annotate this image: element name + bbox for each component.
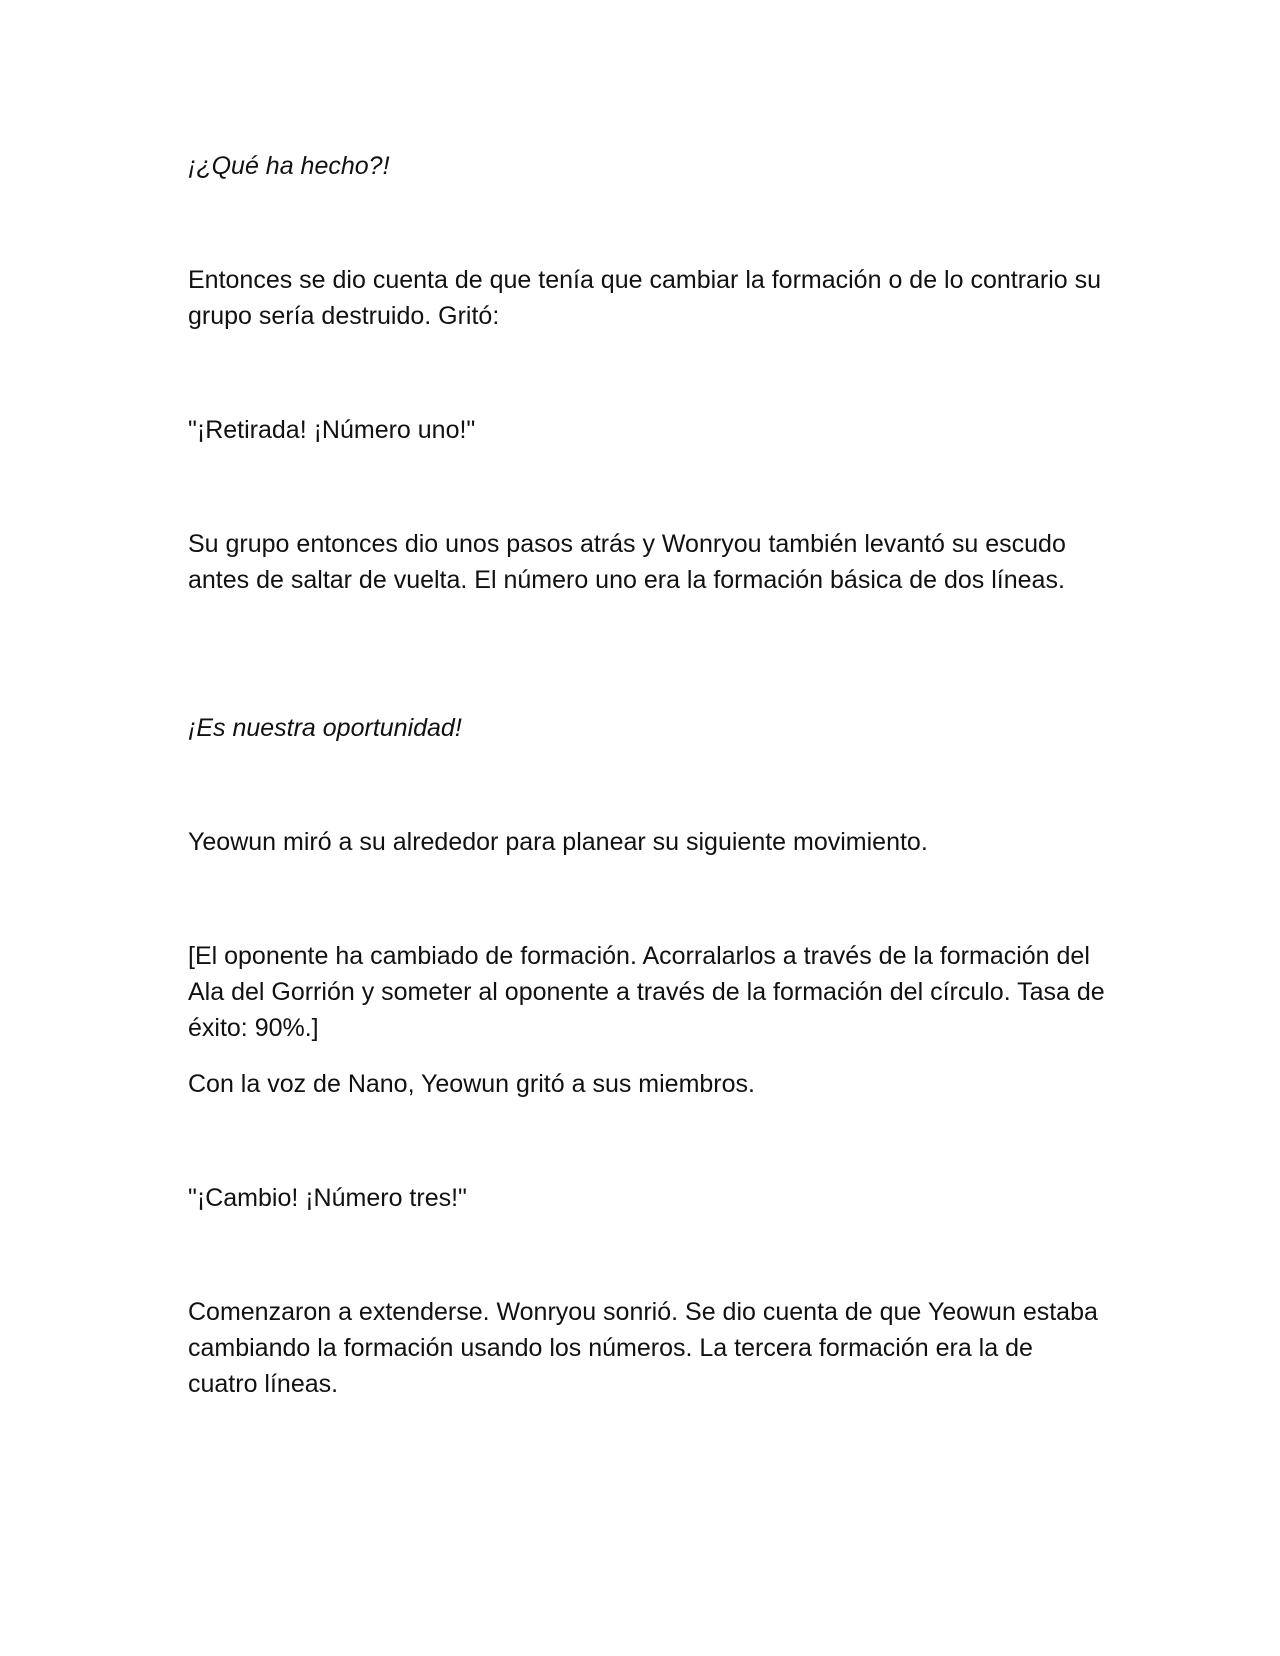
paragraph-thought-what-has-he-done: ¡¿Qué ha hecho?! <box>188 152 390 180</box>
paragraph-dialogue-retreat: "¡Retirada! ¡Número uno!" <box>188 416 476 444</box>
paragraph-group-steps-back: Su grupo entonces dio unos pasos atrás y Wonryou también levantó su escudo antes de saltar de vuelta. El número uno era la formación básica de dos líneas. <box>188 530 1066 594</box>
paragraph-dialogue-change: "¡Cambio! ¡Número tres!" <box>188 1184 467 1212</box>
paragraph-spread-out: Comenzaron a extenderse. Wonryou sonrió. Se dio cuenta de que Yeowun estaba cambiando la formación usando los números. La tercera formación era la de cuatro líneas. <box>188 1298 1098 1398</box>
paragraph-nano-voice: Con la voz de Nano, Yeowun gritó a sus miembros. <box>188 1070 755 1098</box>
paragraph-yeowun-looks-around: Yeowun miró a su alrededor para planear su siguiente movimiento. <box>188 828 928 856</box>
paragraph-realization: Entonces se dio cuenta de que tenía que cambiar la formación o de lo contrario su grupo sería destruido. Gritó: <box>188 266 1102 330</box>
paragraph-thought-opportunity: ¡Es nuestra oportunidad! <box>188 714 462 742</box>
paragraph-system-message: [El oponente ha cambiado de formación. Acorralarlos a través de la formación del Ala del Gorrión y someter al oponente a través de la formación del círculo. Tasa de éxito: 90%.] <box>188 942 1105 1042</box>
